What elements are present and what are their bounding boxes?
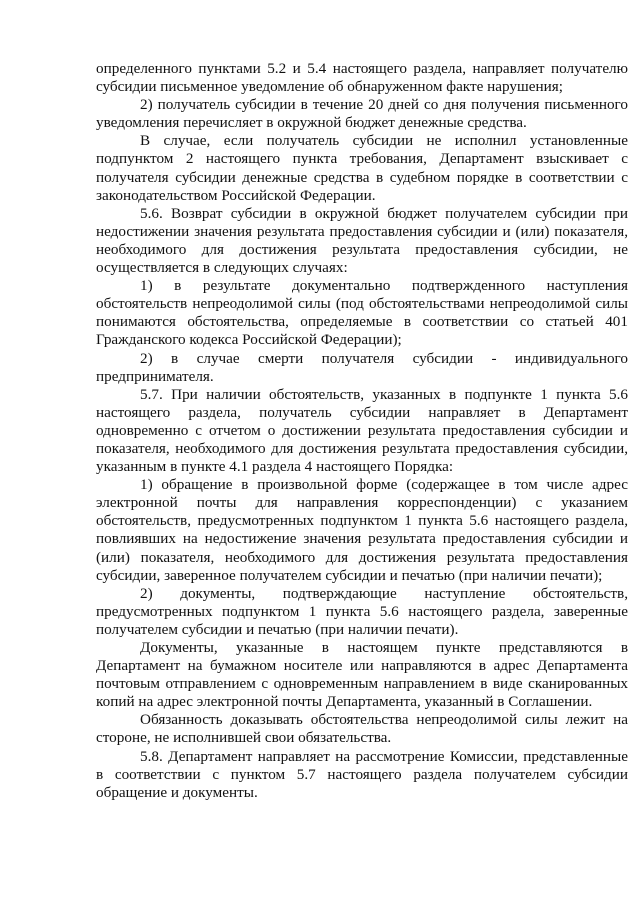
paragraph-5-6-item-2: 2) в случае смерти получателя субсидии - индивидуального предпринимателя. [96,349,628,385]
paragraph-5-6: 5.6. Возврат субсидии в окружной бюджет получателем субсидии при недостижении значения результата предоставления субсидии и (или) показателя, необходимого для достижения результата предоставления субсидии, не осуществляется в следующих случаях: [96,204,628,277]
paragraph-5-7-item-1: 1) обращение в произвольной форме (содержащее в том числе адрес электронной почты для направления корреспонденции) с указанием обстоятельств, предусмотренных подпунктом 1 пункта 5.6 настоящего раздела, повлиявших на недостижение значения результата предоставления субсидии и (или) показателя, необходимого для достижения результата предоставления субсидии, заверенное получателем субсидии и печатью (при наличии печати); [96,476,628,584]
paragraph-5-8: 5.8. Департамент направляет на рассмотрение Комиссии, представленные в соответствии с пунктом 5.7 настоящего раздела получателем субсидии обращение и документы. [96,747,628,801]
paragraph-documents: Документы, указанные в настоящем пункте представляются в Департамент на бумажном носителе или направляются в адрес Департамента почтовым отправлением с одновременным направлением в виде сканированных копий на адрес электронной почты Департамента, указанный в Соглашении. [96,639,628,711]
paragraph-5-6-item-1: 1) в результате документально подтвержденного наступления обстоятельств непреодолимой силы (под обстоятельствами непреодолимой силы понимаются обстоятельства, определяемые в соответствии со статьей 401 Гражданского кодекса Российской Федерации); [96,277,628,349]
paragraph-5-7-item-2: 2) документы, подтверждающие наступление обстоятельств, предусмотренных подпунктом 1 пункта 5.6 настоящего раздела, заверенные получателем субсидии и печатью (при наличии печати). [96,584,628,638]
paragraph-subitem-2: 2) получатель субсидии в течение 20 дней со дня получения письменного уведомления перечисляет в окружной бюджет денежные средства. [96,96,628,132]
paragraph-recovery: В случае, если получатель субсидии не исполнил установленные подпунктом 2 настоящего пункта требования, Департамент взыскивает с получателя субсидии денежные средства в судебном порядке в соответствии с законодательством Российской Федерации. [96,132,628,204]
document-page [96,60,628,802]
paragraph-5-7: 5.7. При наличии обстоятельств, указанных в подпункте 1 пункта 5.6 настоящего раздела, получатель субсидии направляет в Департамент одновременно с отчетом о достижении результата предоставления субсидии и показателя, необходимого для достижения результата предоставления субсидии, указанным в пункте 4.1 раздела 4 настоящего Порядка: [96,385,628,476]
paragraph-continuation: определенного пунктами 5.2 и 5.4 настоящего раздела, направляет получателю субсидии письменное уведомление об обнаруженном факте нарушения; [96,60,628,96]
paragraph-force-majeure: Обязанность доказывать обстоятельства непреодолимой силы лежит на стороне, не исполнившей свои обязательства. [96,711,628,747]
